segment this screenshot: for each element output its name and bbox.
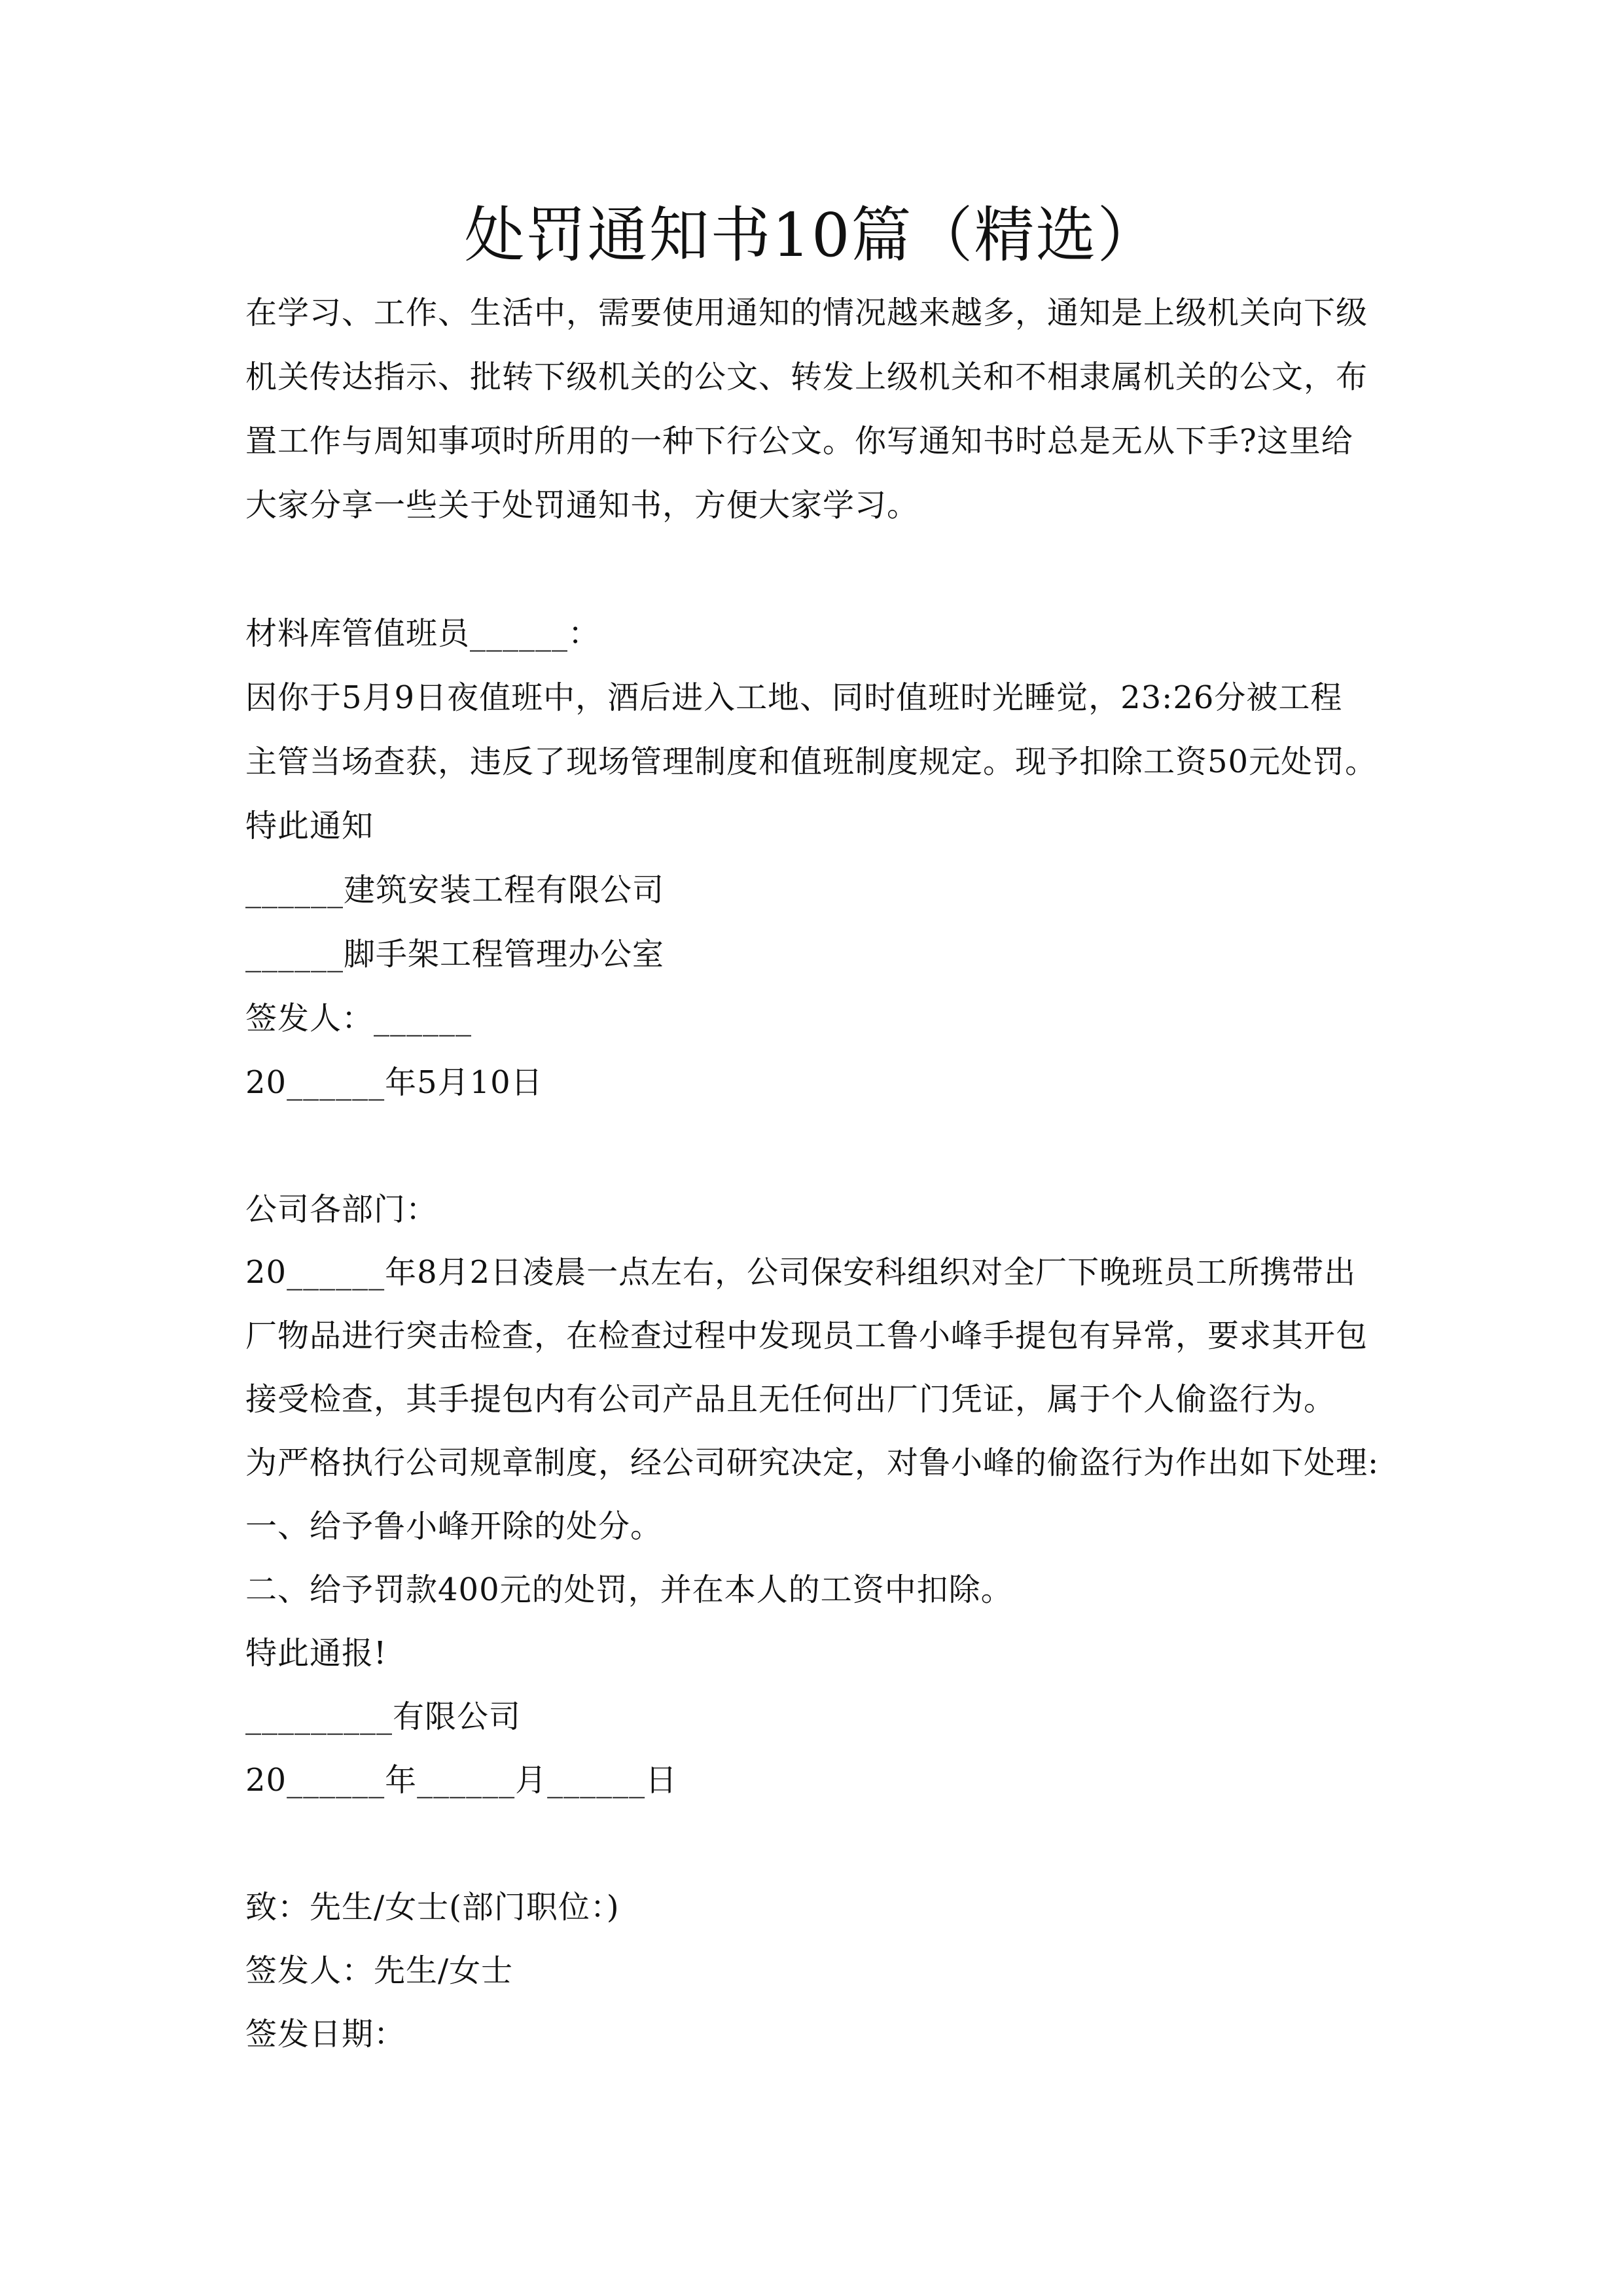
notice2-body-line: 20______年8月2日凌晨一点左右，公司保安科组织对全厂下晚班员工所携带出	[245, 1254, 1357, 1291]
document-title: 处罚通知书10篇（精选）	[464, 200, 1159, 270]
notice3-date: 签发日期：	[245, 2016, 406, 2053]
notice3-recipient: 致：先生/女士(部门职位：)	[245, 1889, 620, 1926]
notice1-closing: 特此通知	[245, 808, 374, 844]
notice2-item: 二、给予罚款400元的处罚，并在本人的工资中扣除。	[245, 1571, 1013, 1608]
notice2-closing: 特此通报!	[245, 1635, 387, 1672]
notice2-body-line: 厂物品进行突击检查，在检查过程中发现员工鲁小峰手提包有异常，要求其开包	[245, 1318, 1368, 1354]
notice2-recipient: 公司各部门：	[245, 1191, 438, 1228]
notice1-office: ______脚手架工程管理办公室	[245, 936, 665, 973]
notice1-company: ______建筑安装工程有限公司	[245, 872, 665, 908]
notice2-item: 一、给予鲁小峰开除的处分。	[245, 1508, 663, 1545]
notice3-signer: 签发人：先生/女士	[245, 1952, 514, 1989]
notice1-signer: 签发人：______	[245, 1000, 473, 1037]
notice2-company: _________有限公司	[245, 1698, 522, 1735]
intro-line: 在学习、工作、生活中，需要使用通知的情况越来越多，通知是上级机关向下级	[245, 295, 1368, 331]
notice2-body-line: 接受检查，其手提包内有公司产品且无任何出厂门凭证，属于个人偷盗行为。	[245, 1381, 1336, 1418]
notice2-body-line: 为严格执行公司规章制度，经公司研究决定，对鲁小峰的偷盗行为作出如下处理:	[245, 1444, 1380, 1481]
notice1-body-line: 主管当场查获，违反了现场管理制度和值班制度规定。现予扣除工资50元处罚。	[245, 744, 1378, 780]
intro-line: 置工作与周知事项时所用的一种下行公文。你写通知书时总是无从下手?这里给	[245, 423, 1353, 459]
intro-line: 大家分享一些关于处罚通知书，方便大家学习。	[245, 487, 919, 524]
notice1-body-line: 因你于5月9日夜值班中，酒后进入工地、同时值班时光睡觉，23:26分被工程	[245, 679, 1343, 716]
notice1-date: 20______年5月10日	[245, 1064, 543, 1101]
notice2-date: 20______年______月______日	[245, 1762, 678, 1799]
notice1-recipient: 材料库管值班员______：	[245, 615, 601, 652]
intro-line: 机关传达指示、批转下级机关的公文、转发上级机关和不相隶属机关的公文，布	[245, 359, 1368, 395]
